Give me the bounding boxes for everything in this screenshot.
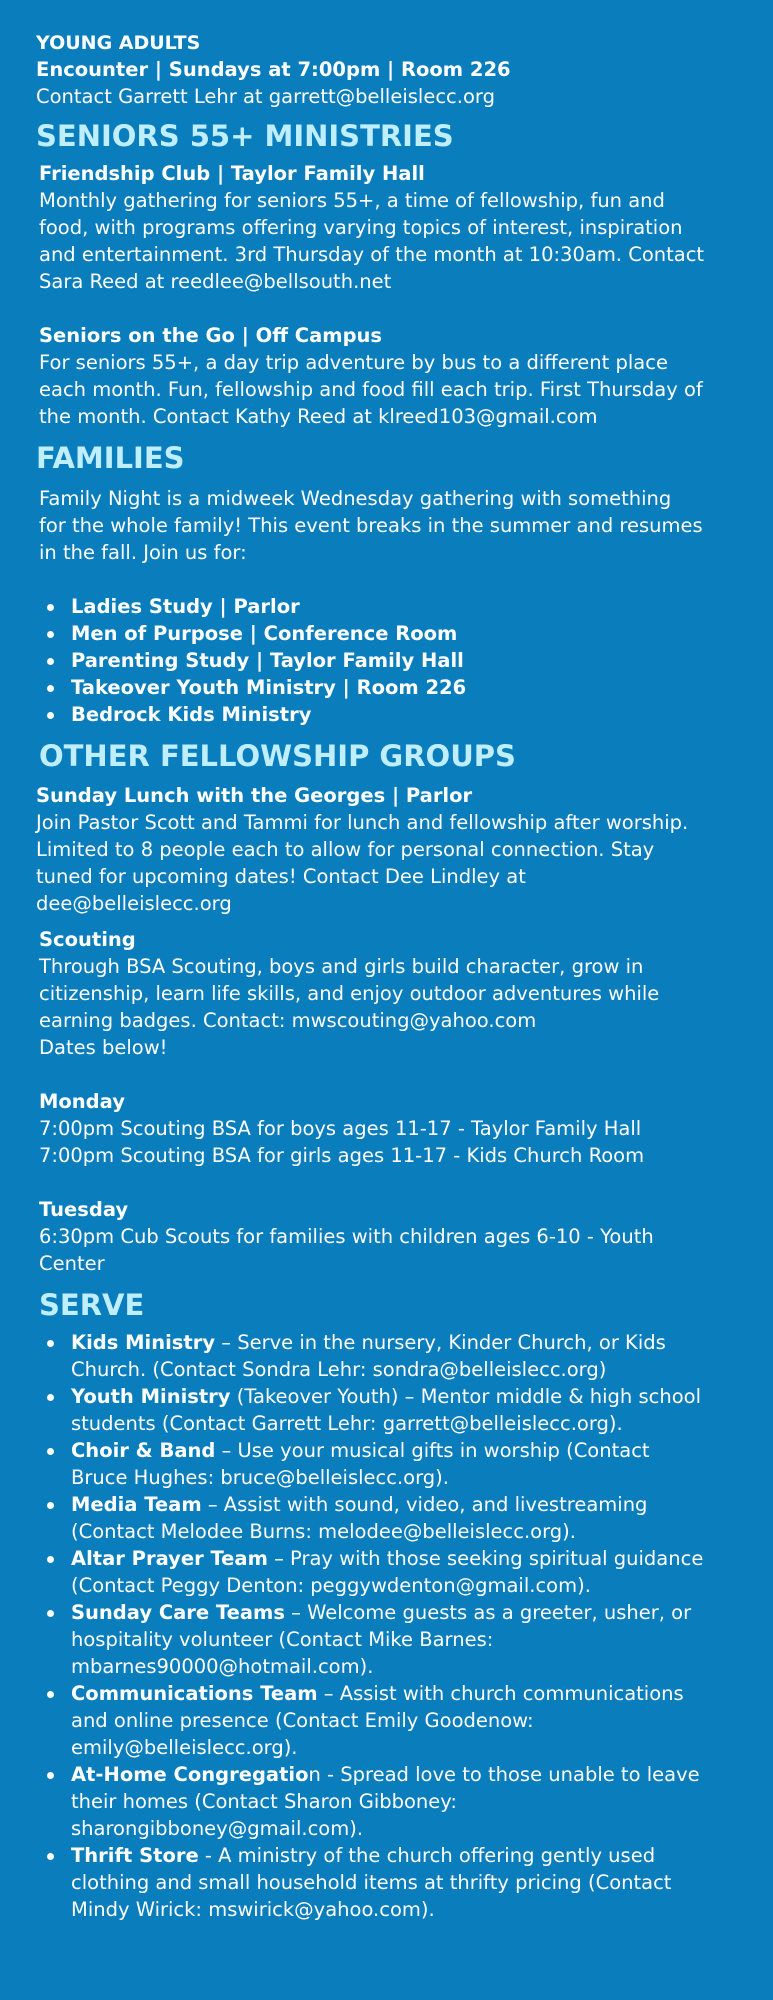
friendship-club-title: Friendship Club | Taylor Family Hall: [39, 162, 425, 185]
list-item: [71, 701, 737, 728]
bullet-icon: [47, 604, 54, 611]
serve-item-text: Church. (Contact Sondra Lehr: sondra@belleislecc.org): [71, 1358, 607, 1381]
list-item: [71, 674, 737, 701]
bullet-icon: [47, 631, 54, 638]
scouting-line: citizenship, learn life skills, and enjoy outdoor adventures while: [39, 982, 660, 1005]
serve-heading: SERVE: [39, 1288, 145, 1322]
young-adults-event: Encounter | Sundays at 7:00pm | Room 226: [36, 58, 511, 81]
family-night-item: Ladies Study | Parlor: [71, 595, 300, 618]
list-item: [71, 647, 737, 674]
serve-list: [36, 1329, 737, 1923]
scouting-line: Through BSA Scouting, boys and girls build character, grow in: [39, 955, 644, 978]
serve-item-name: Media Team: [71, 1493, 202, 1516]
serve-item-text: – Assist with church communications: [317, 1682, 684, 1705]
bullet-icon: [47, 1394, 54, 1401]
family-night-item: Bedrock Kids Ministry: [71, 703, 312, 726]
serve-item-text: their homes (Contact Sharon Gibboney:: [71, 1790, 457, 1813]
serve-item-text: mbarnes90000@hotmail.com).: [71, 1655, 374, 1678]
seniors-on-the-go-line: For seniors 55+, a day trip adventure by bus to a different place: [39, 351, 668, 374]
sunday-lunch-title: Sunday Lunch with the Georges | Parlor: [36, 784, 473, 807]
list-item: [71, 1599, 737, 1680]
family-night-item: Takeover Youth Ministry | Room 226: [71, 676, 467, 699]
serve-item-text: n - Spread love to those unable to leave: [308, 1763, 700, 1786]
families-line: in the fall. Join us for:: [39, 541, 247, 564]
bullet-icon: [47, 1502, 54, 1509]
young-adults-section: [36, 30, 737, 110]
list-item: [71, 1329, 737, 1383]
list-item: [71, 1680, 737, 1761]
serve-item-text: (Contact Melodee Burns: melodee@belleislecc.org).: [71, 1520, 576, 1543]
list-item: [71, 1383, 737, 1437]
serve-item-text: sharongibboney@gmail.com).: [71, 1817, 364, 1840]
bullet-icon: [47, 1772, 54, 1779]
scouting-line: earning badges. Contact: mwscouting@yahoo.com: [39, 1009, 537, 1032]
bullet-icon: [47, 1556, 54, 1563]
tuesday-line: Center: [39, 1252, 105, 1275]
families-section: [36, 440, 737, 728]
scouting-line: Dates below!: [39, 1036, 168, 1059]
list-item: [71, 620, 737, 647]
monday-line: 7:00pm Scouting BSA for girls ages 11-17 - Kids Church Room: [39, 1144, 645, 1167]
seniors-on-the-go-line: the month. Contact Kathy Reed at klreed103@gmail.com: [39, 405, 598, 428]
serve-item-name: Altar Prayer Team: [71, 1547, 268, 1570]
families-heading: FAMILIES: [36, 441, 185, 475]
list-item: [71, 593, 737, 620]
fellowship-heading: OTHER FELLOWSHIP GROUPS: [39, 739, 516, 773]
list-item: [71, 1545, 737, 1599]
serve-item-text: – Pray with those seeking spiritual guidance: [267, 1547, 704, 1570]
seniors-heading: SENIORS 55+ MINISTRIES: [36, 119, 454, 153]
serve-item-text: Mindy Wirick: mswirick@yahoo.com).: [71, 1898, 435, 1921]
scouting-title: Scouting: [39, 928, 136, 951]
tuesday-line: 6:30pm Cub Scouts for families with children ages 6-10 - Youth: [39, 1225, 654, 1248]
tuesday-label: Tuesday: [39, 1198, 129, 1221]
serve-item-text: emily@belleislecc.org).: [71, 1736, 298, 1759]
family-night-list: [36, 593, 737, 728]
seniors-on-the-go-line: each month. Fun, fellowship and food fill each trip. First Thursday of: [39, 378, 703, 401]
friendship-club-line: Sara Reed at reedlee@bellsouth.net: [39, 270, 392, 293]
families-line: for the whole family! This event breaks in the summer and resumes: [39, 514, 703, 537]
sunday-lunch-line: Join Pastor Scott and Tammi for lunch and fellowship after worship.: [36, 811, 689, 834]
serve-item-text: – Use your musical gifts in worship (Contact: [215, 1439, 650, 1462]
bullet-icon: [47, 1340, 54, 1347]
list-item: [71, 1491, 737, 1545]
serve-item-text: (Contact Peggy Denton: peggywdenton@gmail.com).: [71, 1574, 591, 1597]
families-description: [36, 485, 737, 566]
bullet-icon: [47, 1448, 54, 1455]
young-adults-label: YOUNG ADULTS: [36, 32, 201, 54]
serve-item-text: - A ministry of the church offering gently used: [198, 1844, 656, 1867]
family-night-item: Men of Purpose | Conference Room: [71, 622, 458, 645]
serve-item-text: – Welcome guests as a greeter, usher, or: [284, 1601, 692, 1624]
family-night-item: Parenting Study | Taylor Family Hall: [71, 649, 464, 672]
seniors-on-the-go-title: Seniors on the Go | Off Campus: [39, 324, 383, 347]
serve-item-name: Youth Ministry: [71, 1385, 231, 1408]
bullet-icon: [47, 712, 54, 719]
serve-item-text: – Serve in the nursery, Kinder Church, or Kids: [215, 1331, 666, 1354]
fellowship-section: [36, 738, 737, 1277]
serve-section: [36, 1287, 737, 1923]
friendship-club-line: food, with programs offering varying topics of interest, inspiration: [39, 216, 683, 239]
serve-item-text: Bruce Hughes: bruce@belleislecc.org).: [71, 1466, 449, 1489]
sunday-lunch-line: Limited to 8 people each to allow for personal connection. Stay: [36, 838, 655, 861]
serve-item-name: Sunday Care Teams: [71, 1601, 285, 1624]
serve-item-text: students (Contact Garrett Lehr: garrett@belleislecc.org).: [71, 1412, 623, 1435]
sunday-lunch-block: [36, 782, 737, 917]
sunday-lunch-line: dee@belleislecc.org: [36, 892, 232, 915]
serve-item-name: Thrift Store: [71, 1844, 199, 1867]
serve-item-name: Communications Team: [71, 1682, 318, 1705]
serve-item-text: and online presence (Contact Emily Goodenow:: [71, 1709, 534, 1732]
bullet-icon: [47, 685, 54, 692]
friendship-club-line: and entertainment. 3rd Thursday of the month at 10:30am. Contact: [39, 243, 705, 266]
bullet-icon: [47, 658, 54, 665]
young-adults-contact: Contact Garrett Lehr at garrett@belleislecc.org: [36, 85, 495, 108]
serve-item-text: – Assist with sound, video, and livestreaming: [201, 1493, 648, 1516]
seniors-on-the-go-block: [36, 322, 737, 430]
bullet-icon: [47, 1610, 54, 1617]
serve-item-text: hospitality volunteer (Contact Mike Barnes:: [71, 1628, 494, 1651]
bullet-icon: [47, 1691, 54, 1698]
serve-item-name: Kids Ministry: [71, 1331, 216, 1354]
list-item: [71, 1761, 737, 1842]
serve-item-text: clothing and small household items at thrifty pricing (Contact: [71, 1871, 672, 1894]
friendship-club-line: Monthly gathering for seniors 55+, a time of fellowship, fun and: [39, 189, 665, 212]
serve-item-text: (Takeover Youth) – Mentor middle & high school: [230, 1385, 701, 1408]
monday-label: Monday: [39, 1090, 125, 1113]
serve-item-name: At-Home Congregatio: [71, 1763, 309, 1786]
seniors-section: [36, 118, 737, 430]
serve-item-name: Choir & Band: [71, 1439, 216, 1462]
sunday-lunch-line: tuned for upcoming dates! Contact Dee Lindley at: [36, 865, 526, 888]
families-line: Family Night is a midweek Wednesday gathering with something: [39, 487, 672, 510]
list-item: [71, 1842, 737, 1923]
bullet-icon: [47, 1853, 54, 1860]
monday-line: 7:00pm Scouting BSA for boys ages 11-17 - Taylor Family Hall: [39, 1117, 642, 1140]
list-item: [71, 1437, 737, 1491]
scouting-block: [36, 926, 737, 1277]
friendship-club-block: [36, 160, 737, 295]
